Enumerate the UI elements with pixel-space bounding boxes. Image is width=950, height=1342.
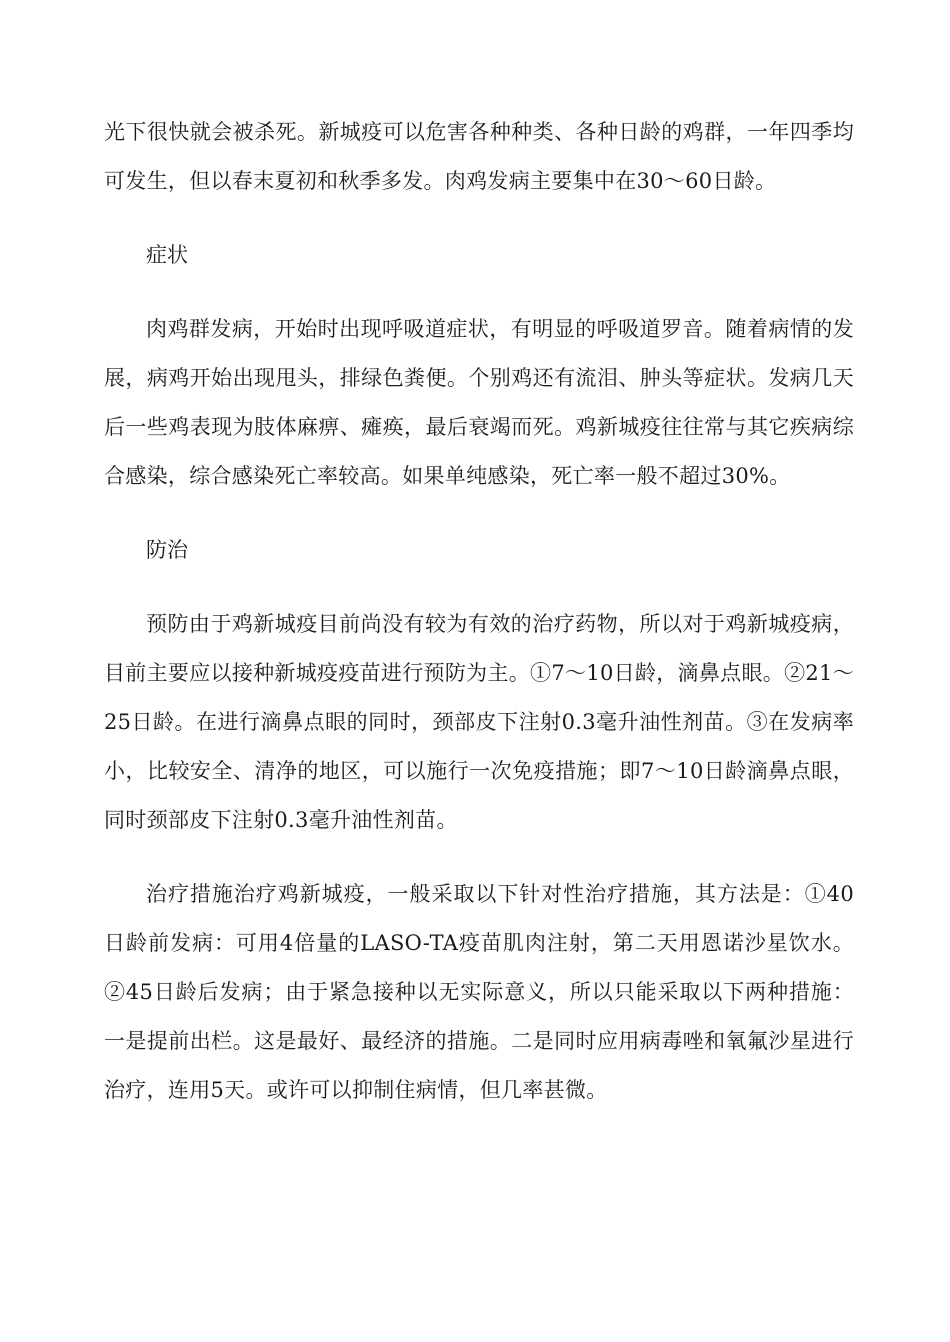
document-page (104, 108, 854, 1115)
paragraph-gap (104, 206, 854, 231)
paragraph-gap (104, 280, 854, 305)
paragraph-intro-continuation: 光下很快就会被杀死。新城疫可以危害各种种类、各种日龄的鸡群，一年四季均可发生，但以春末夏初和秋季多发。肉鸡发病主要集中在30～60日龄。 (104, 120, 854, 193)
paragraph-gap (104, 501, 854, 526)
section-heading-prevention: 防治 (146, 538, 188, 562)
section-heading-symptoms: 症状 (146, 243, 188, 267)
paragraph-symptoms: 肉鸡群发病，开始时出现呼吸道症状，有明显的呼吸道罗音。随着病情的发展，病鸡开始出现甩头，排绿色粪便。个别鸡还有流泪、肿头等症状。发病几天后一些鸡表现为肢体麻痹、瘫痪，最后衰竭而死。鸡新城疫往往常与其它疾病综合感染，综合感染死亡率较高。如果单纯感染，死亡率一般不超过30%。 (104, 317, 854, 488)
paragraph-prevention: 预防由于鸡新城疫目前尚没有较为有效的治疗药物，所以对于鸡新城疫病，目前主要应以接种新城疫疫苗进行预防为主。①7～10日龄，滴鼻点眼。②21～25日龄。在进行滴鼻点眼的同时，颈部皮下注射0.3毫升油性剂苗。③在发病率小，比较安全、清净的地区，可以施行一次免疫措施；即7～10日龄滴鼻点眼，同时颈部皮下注射0.3毫升油性剂苗。 (104, 612, 854, 832)
paragraph-gap (104, 845, 854, 870)
paragraph-treatment: 治疗措施治疗鸡新城疫，一般采取以下针对性治疗措施，其方法是：①40日龄前发病：可用4倍量的LASO-TA疫苗肌肉注射，第二天用恩诺沙星饮水。②45日龄后发病；由于紧急接种以无实际意义，所以只能采取以下两种措施：一是提前出栏。这是最好、最经济的措施。二是同时应用病毒唑和氧氟沙星进行治疗，连用5天。或许可以抑制住病情，但几率甚微。 (104, 882, 854, 1102)
paragraph-gap (104, 575, 854, 600)
